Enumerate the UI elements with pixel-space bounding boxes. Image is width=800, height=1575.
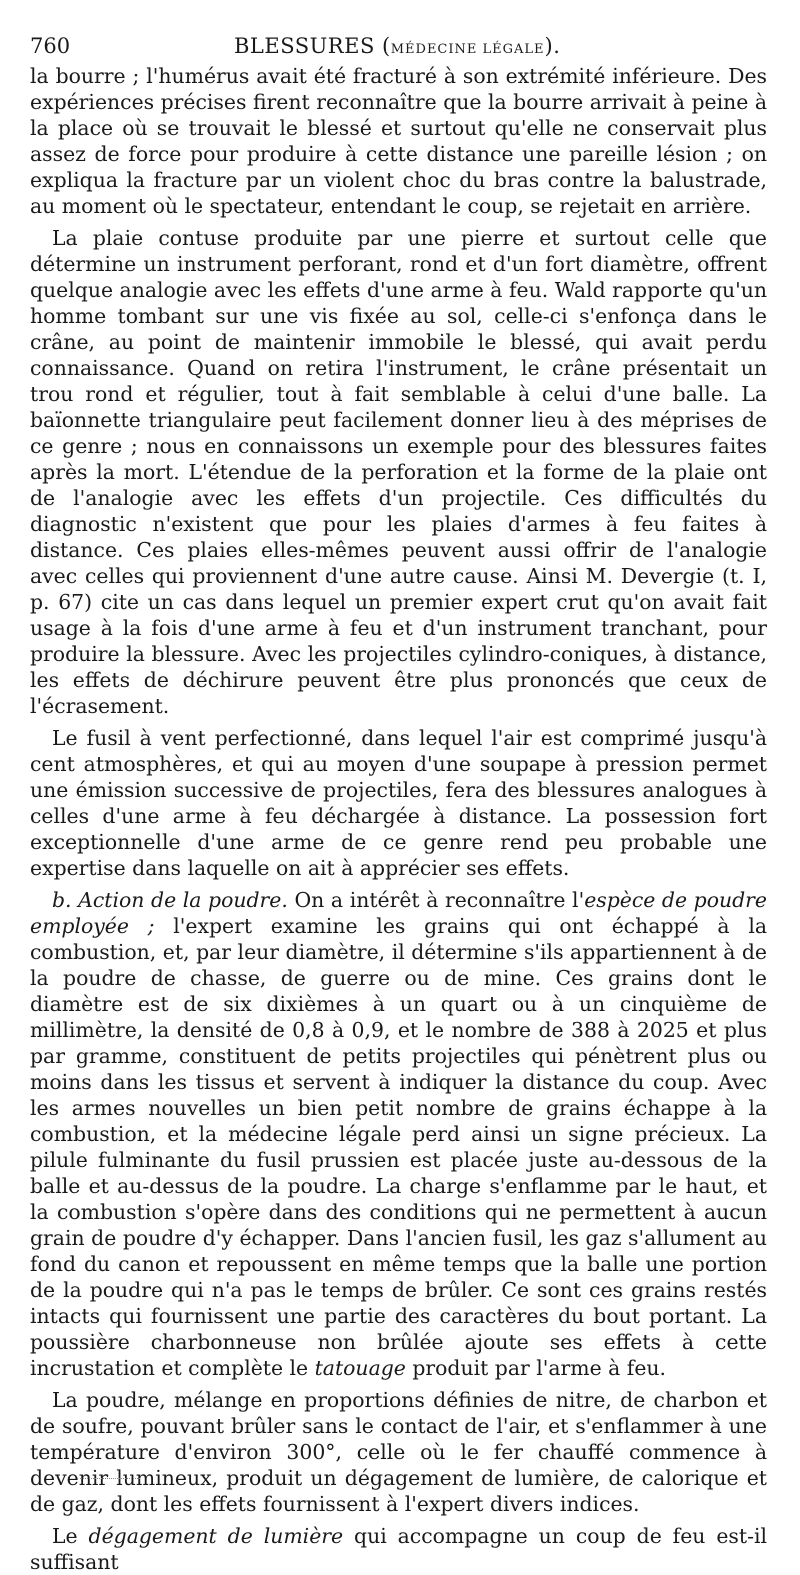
paragraph-4 xyxy=(30,887,767,1381)
paragraph-4-text-c: produit par l'arme à feu. xyxy=(405,1356,667,1380)
paragraph-6-text-b: qui accompagne un coup de feu est-il suffisant xyxy=(30,1524,768,1574)
paragraph-1: la bourre ; l'humérus avait été fracturé à son extrémité inférieure. Des expériences précises firent reconnaître que la bourre arrivait à peine à la place où se trouvait le blessé et surtout qu'elle ne conservait plus assez de force pour produire à cette distance une pareille lésion ; on expliqua la fracture par un violent choc du bras contre la balustrade, au moment où le spectateur, entendant le coup, se rejetait en arrière. xyxy=(30,64,767,218)
paragraph-4-italic-a: espèce de poudre employée ; xyxy=(30,888,767,938)
paragraph-6 xyxy=(30,1523,767,1575)
paragraph-2: La plaie contuse produite par une pierre et surtout celle que détermine un instrument perforant, rond et d'un fort diamètre, offrent quelque analogie avec les effets d'une arme à feu. Wald rapporte qu'un homme tombant sur une vis fixée au sol, celle-ci s'enfonça dans le crâne, au point de maintenir immobile le blessé, qui avait perdu connaissance. Quand on retira l'instrument, le crâne présentait un trou rond et régulier, tout à fait semblable à celui d'une balle. La baïonnette triangulaire peut facilement donner lieu à des méprises de ce genre ; nous en connaissons un exemple pour des blessures faites après la mort. L'étendue de la perforation et la forme de la plaie ont de l'analogie avec les effets d'un projectile. Ces difficultés du diagnostic n'existent que pour les plaies d'armes à feu faites à distance. Ces plaies elles-mêmes peuvent aussi offrir de l'analogie avec celles qui proviennent d'une autre cause. Ainsi M. Devergie (t. I, p. 67) cite un cas dans lequel un premier expert crut qu'on avait fait usage à la fois d'une arme à feu et d'un instrument tranchant, pour produire la blessure. Avec les projectiles cylindro-coniques, à distance, les effets de déchirure peuvent être plus prononcés que ceux de l'écrasement. xyxy=(30,226,767,718)
paragraph-4-text-a: On a intérêt à reconnaître l' xyxy=(287,888,585,912)
paragraph-4-italic-b: tatouage xyxy=(314,1356,406,1380)
running-head-main: BLESSURES ( xyxy=(234,34,391,58)
paragraph-6-text-a: Le xyxy=(52,1524,89,1548)
footer-rule xyxy=(80,1478,140,1479)
paragraph-3: Le fusil à vent perfectionné, dans lequel l'air est comprimé jusqu'à cent atmosphères, et qui au moyen d'une soupape à pression permet une émission successive de projectiles, fera des blessures analogues à celles d'une arme à feu déchargée à distance. La possession fort exceptionnelle d'une arme de ce genre rend peu probable une expertise dans laquelle on ait à apprécier ses effets. xyxy=(30,726,767,880)
body-text xyxy=(30,63,767,1575)
paragraph-5: La poudre, mélange en proportions définies de nitre, de charbon et de soufre, pouvant brûler sans le contact de l'air, et s'enflammer à une température d'environ 300°, celle où le fer chauffé commence à devenir lumineux, produit un dégagement de lumière, de calorique et de gaz, dont les effets fournissent à l'expert divers indices. xyxy=(30,1388,767,1516)
paragraph-4-text-b: l'expert examine les grains qui ont échappé à la combustion, et, par leur diamètre, il détermine s'ils appartiennent à de la poudre de chasse, de guerre ou de mine. Ces grains dont le diamètre est de six dixièmes à un quart ou à un cinquième de millimètre, la densité de 0,8 à 0,9, et le nombre de 388 à 2025 et plus par gramme, constituent de petits projectiles qui pénètrent plus ou moins dans les tissus et servent à indiquer la distance du coup. Avec les armes nouvelles un bien petit nombre de grains échappe à la combustion, et la médecine légale perd ainsi un signe précieux. La pilule fulminante du fusil prussien est placée juste au-dessous de la balle et au-dessus de la poudre. La charge s'enflamme par le haut, et la combustion s'opère dans des conditions qui ne permettent à aucun grain de poudre d'y échapper. Dans l'ancien fusil, les gaz s'allument au fond du canon et repoussent en même temps que la balle une portion de la poudre qui n'a pas le temps de brûler. Ce sont ces grains restés intacts qui fournissent une partie des caractères du bout portant. La poussière charbonneuse non brûlée ajoute ses effets à cette incrustation et complète le xyxy=(30,914,767,1380)
page-header xyxy=(30,30,770,62)
running-head-close: ). xyxy=(544,34,561,58)
running-head-smallcaps: MÉDECINE LÉGALE xyxy=(390,42,545,57)
paragraph-6-italic-a: dégagement de lumière xyxy=(88,1524,344,1548)
running-head xyxy=(234,30,560,66)
page-number: 760 xyxy=(30,34,71,58)
section-lead: b. Action de la poudre. xyxy=(52,888,288,912)
